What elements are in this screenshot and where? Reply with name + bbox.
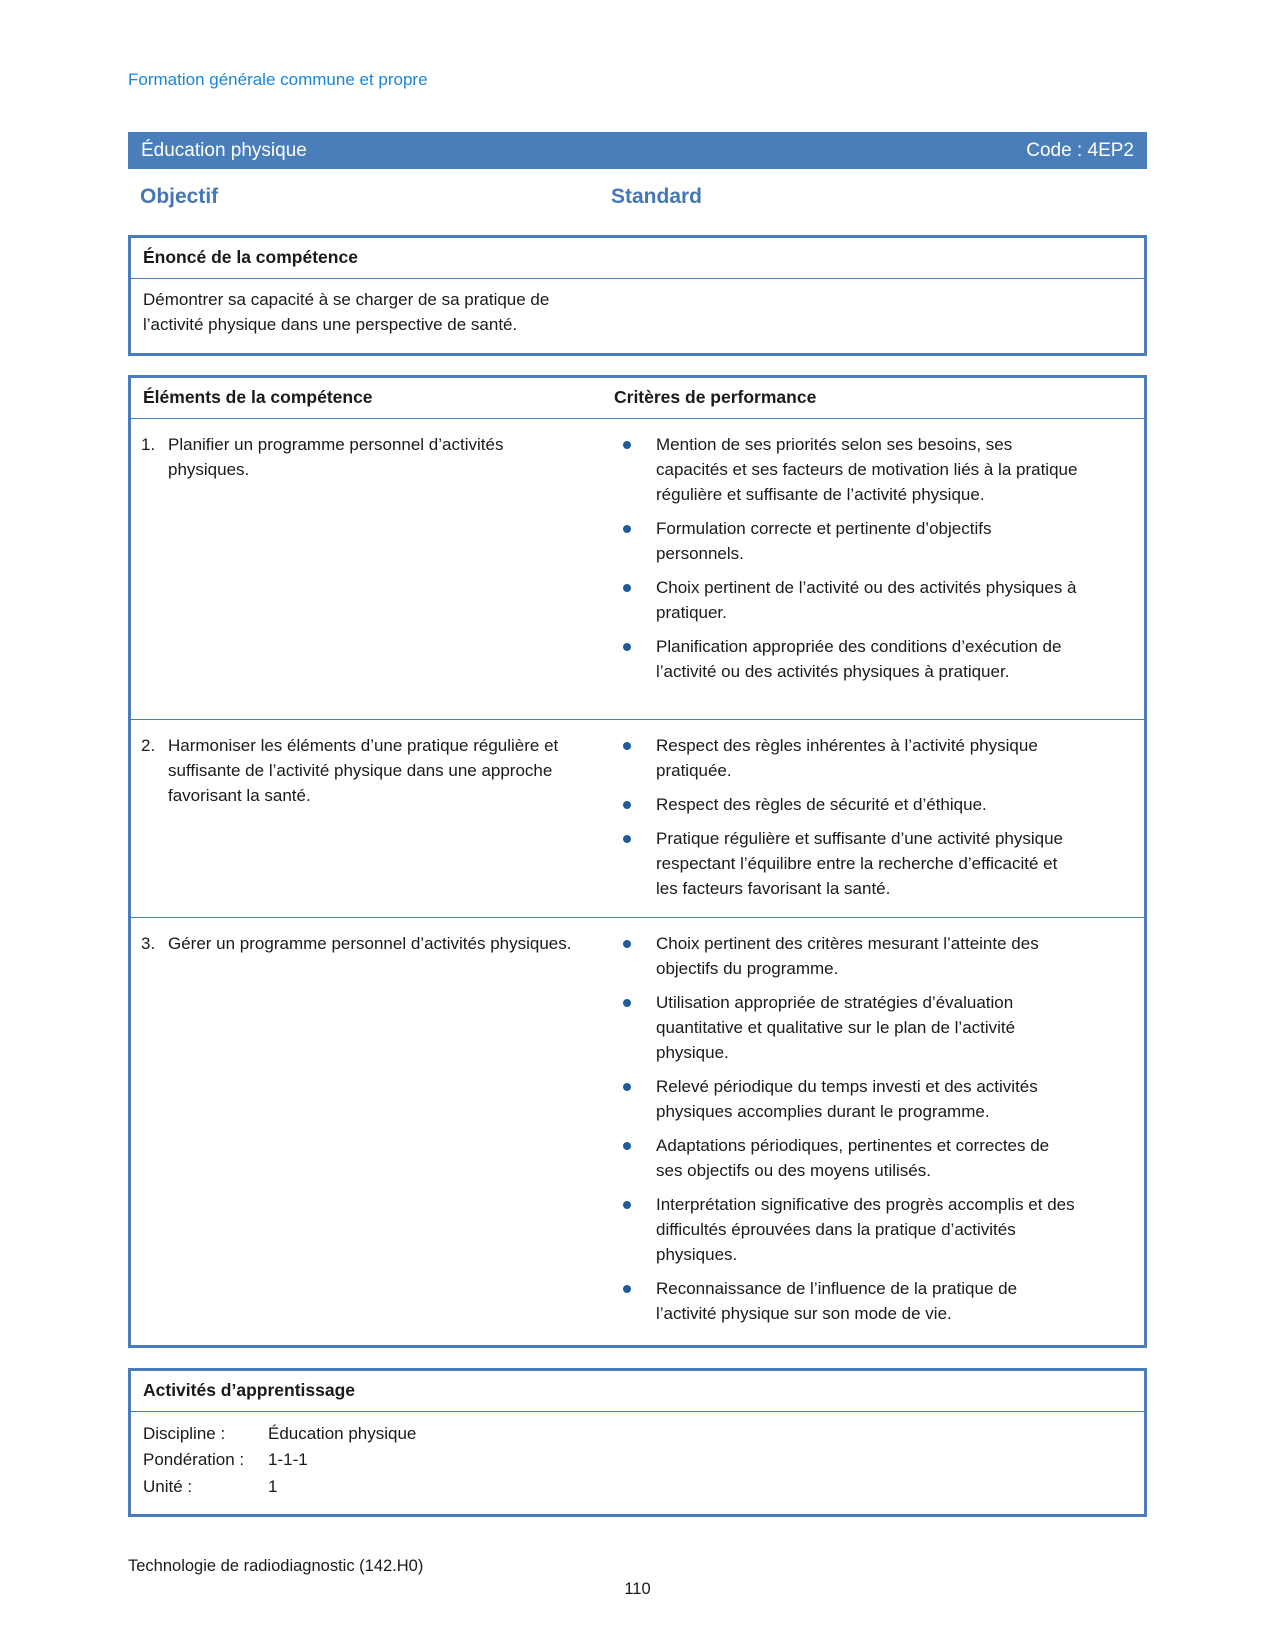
criterion-item xyxy=(614,827,1080,902)
bullet-icon xyxy=(623,525,631,533)
criteria-cell xyxy=(614,932,1144,1339)
competence-table-header xyxy=(131,378,1144,419)
objectif-heading: Objectif xyxy=(140,185,219,208)
bullet-icon xyxy=(623,742,631,750)
criterion-text: Utilisation appropriée de stratégies d’évaluation quantitative et qualitative sur le plan de l’activité physique. xyxy=(656,992,1016,1062)
element-text: Planifier un programme personnel d’activités physiques. xyxy=(168,434,504,479)
bullet-icon xyxy=(623,1083,631,1091)
running-header: Formation générale commune et propre xyxy=(128,70,428,89)
footer-program-text: Technologie de radiodiagnostic (142.H0) xyxy=(128,1556,424,1575)
elements-header: Éléments de la compétence xyxy=(143,386,373,407)
criterion-text: Respect des règles inhérentes à l’activité physique pratiquée. xyxy=(656,735,1038,780)
activites-box xyxy=(128,1368,1147,1517)
standard-heading: Standard xyxy=(611,185,703,208)
document-page xyxy=(128,0,1147,1599)
bullet-icon xyxy=(623,801,631,809)
criterion-item xyxy=(614,793,1080,818)
field-label: Discipline : xyxy=(143,1423,226,1443)
field-value: Éducation physique xyxy=(268,1423,417,1443)
bullet-icon xyxy=(623,1142,631,1150)
criterion-text: Choix pertinent des critères mesurant l’atteinte des objectifs du programme. xyxy=(656,933,1039,978)
title-bar-subject: Éducation physique xyxy=(141,139,307,161)
criterion-item xyxy=(614,1277,1080,1327)
enonce-box xyxy=(128,235,1147,356)
criteria-cell xyxy=(614,433,1144,713)
criteria-list xyxy=(614,433,1080,685)
criterion-item xyxy=(614,1075,1080,1125)
bullet-icon xyxy=(623,584,631,592)
criterion-item xyxy=(614,576,1080,626)
criteres-header: Critères de performance xyxy=(614,386,817,407)
table-row xyxy=(131,719,1144,917)
field-label: Pondération : xyxy=(143,1450,245,1470)
title-bar-code: Code : 4EP2 xyxy=(1026,139,1134,161)
element-cell xyxy=(131,433,614,713)
criterion-item xyxy=(614,1193,1080,1268)
element-cell xyxy=(131,734,614,911)
element-cell xyxy=(131,932,614,1339)
title-bar xyxy=(128,132,1147,169)
criterion-text: Interprétation significative des progrès accomplis et des difficultés éprouvées dans la pratique d’activités physiques. xyxy=(656,1194,1075,1264)
competence-table xyxy=(128,375,1147,1348)
criterion-item xyxy=(614,932,1080,982)
bullet-icon xyxy=(623,835,631,843)
criterion-text: Planification appropriée des conditions d’exécution de l’activité ou des activités physiques à pratiquer. xyxy=(656,636,1062,681)
criteria-list xyxy=(614,932,1080,1327)
enonce-body: Démontrer sa capacité à se charger de sa pratique de l’activité physique dans une perspective de santé. xyxy=(143,290,550,334)
criterion-text: Adaptations périodiques, pertinentes et correctes de ses objectifs ou des moyens utilisés. xyxy=(656,1135,1050,1180)
criterion-item xyxy=(614,517,1080,567)
criterion-item xyxy=(614,433,1080,508)
field-row xyxy=(143,1474,1132,1500)
enonce-heading: Énoncé de la compétence xyxy=(131,238,1144,279)
field-row xyxy=(143,1421,1132,1447)
element-text: Gérer un programme personnel d’activités physiques. xyxy=(168,933,572,953)
bullet-icon xyxy=(623,940,631,948)
bullet-icon xyxy=(623,1285,631,1293)
criteria-cell xyxy=(614,734,1144,911)
criterion-item xyxy=(614,734,1080,784)
field-label: Unité : xyxy=(143,1476,193,1496)
element-number: 3. xyxy=(141,933,156,953)
bullet-icon xyxy=(623,643,631,651)
activites-fields xyxy=(131,1412,1144,1514)
bullet-icon xyxy=(623,441,631,449)
field-row xyxy=(143,1447,1132,1473)
column-headings xyxy=(128,185,1147,209)
element-number: 2. xyxy=(141,735,156,755)
criterion-item xyxy=(614,635,1080,685)
criterion-text: Relevé périodique du temps investi et des activités physiques accomplies durant le programme. xyxy=(656,1076,1038,1121)
activites-heading: Activités d’apprentissage xyxy=(131,1371,1144,1412)
field-value: 1 xyxy=(268,1476,278,1496)
bullet-icon xyxy=(623,999,631,1007)
table-row xyxy=(131,917,1144,1345)
criterion-text: Formulation correcte et pertinente d’objectifs personnels. xyxy=(656,518,992,563)
element-number: 1. xyxy=(141,434,156,454)
criterion-text: Mention de ses priorités selon ses besoins, ses capacités et ses facteurs de motivation liés à la pratique régulière et suffisante de l’activité physique. xyxy=(656,434,1078,504)
criterion-item xyxy=(614,1134,1080,1184)
bullet-icon xyxy=(623,1201,631,1209)
criteria-list xyxy=(614,734,1080,902)
criterion-text: Reconnaissance de l’influence de la pratique de l’activité physique sur son mode de vie. xyxy=(656,1278,1018,1323)
criterion-item xyxy=(614,991,1080,1066)
page-number: 110 xyxy=(624,1579,651,1598)
criterion-text: Pratique régulière et suffisante d’une activité physique respectant l’équilibre entre la recherche d’efficacité et les facteurs favorisant la santé. xyxy=(656,828,1063,898)
table-row xyxy=(131,419,1144,719)
element-text: Harmoniser les éléments d’une pratique régulière et suffisante de l’activité physique dans une approche favorisant la santé. xyxy=(168,735,559,805)
criterion-text: Choix pertinent de l’activité ou des activités physiques à pratiquer. xyxy=(656,577,1077,622)
criterion-text: Respect des règles de sécurité et d’éthique. xyxy=(656,794,987,814)
field-value: 1-1-1 xyxy=(268,1450,308,1470)
